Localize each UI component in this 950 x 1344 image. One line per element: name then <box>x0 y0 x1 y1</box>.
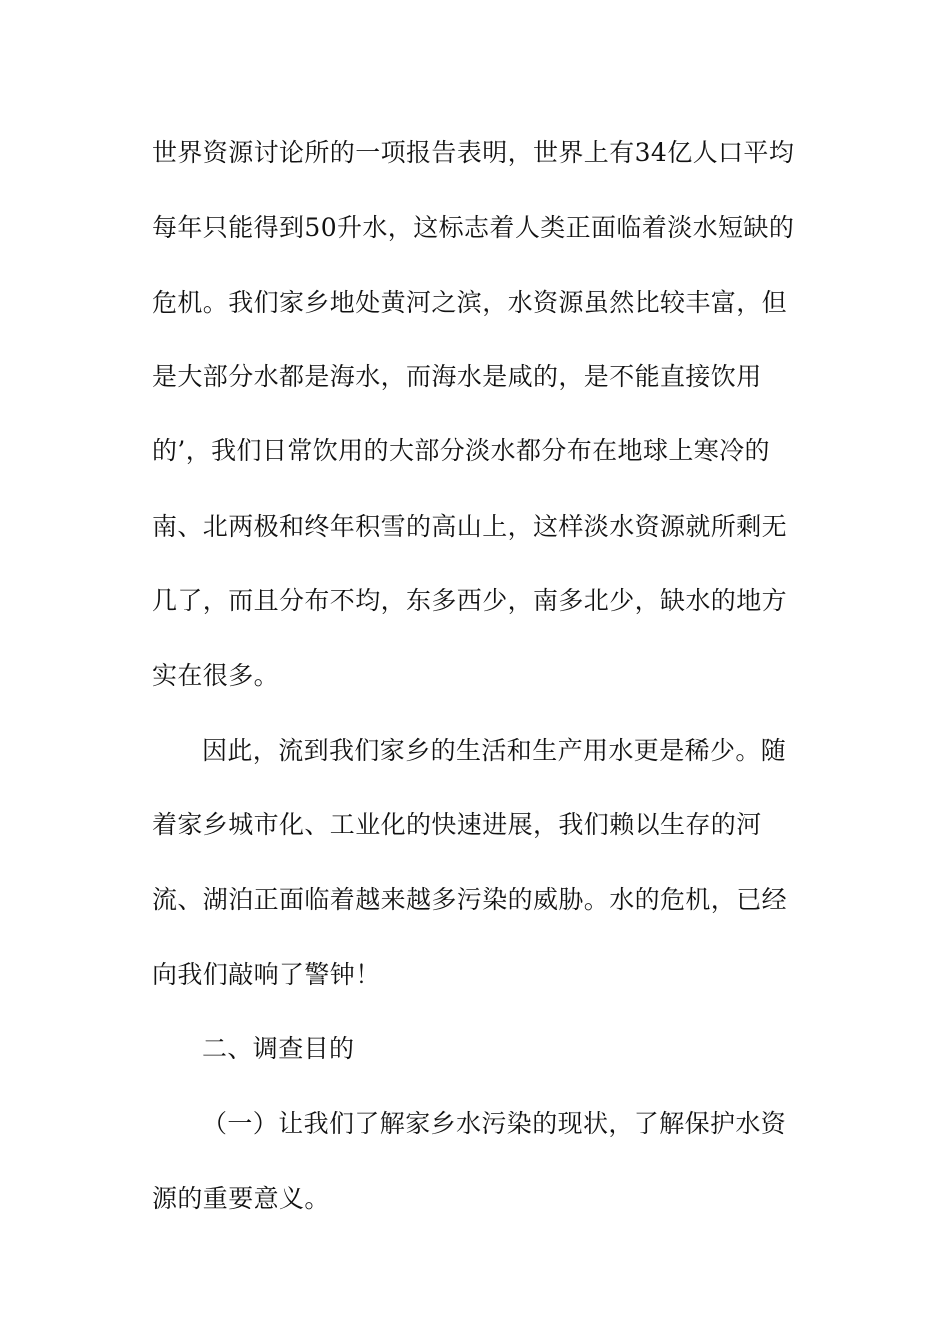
paragraph-3-line-1: （一）让我们了解家乡水污染的现状，了解保护水资 <box>202 1109 787 1138</box>
paragraph-1-line-7: 几了，而且分布不均，东多西少，南多北少，缺水的地方 <box>152 586 788 615</box>
paragraph-1-line-5: 的’，我们日常饮用的大部分淡水都分布在地球上寒冷的 <box>152 436 770 465</box>
paragraph-1-line-1: 世界资源讨论所的一项报告表明，世界上有34亿人口平均 <box>152 138 795 167</box>
paragraph-2-line-2: 着家乡城市化、工业化的快速进展，我们赖以生存的河 <box>152 810 762 839</box>
paragraph-2-line-3: 流、湖泊正面临着越来越多污染的威胁。水的危机，已经 <box>152 885 788 914</box>
paragraph-3-line-2: 源的重要意义。 <box>152 1184 330 1213</box>
paragraph-2-line-1: 因此，流到我们家乡的生活和生产用水更是稀少。随 <box>202 736 787 765</box>
section-heading: 二、调查目的 <box>202 1034 355 1063</box>
paragraph-1-line-3: 危机。我们家乡地处黄河之滨，水资源虽然比较丰富，但 <box>152 288 788 317</box>
paragraph-1-line-6: 南、北两极和终年积雪的高山上，这样淡水资源就所剩无 <box>152 512 788 541</box>
paragraph-1-line-8: 实在很多。 <box>152 661 280 690</box>
paragraph-1-line-2: 每年只能得到50升水，这标志着人类正面临着淡水短缺的 <box>152 213 795 242</box>
paragraph-1-line-4: 是大部分水都是海水，而海水是咸的，是不能直接饮用 <box>152 362 762 391</box>
paragraph-2-line-4: 向我们敲响了警钟！ <box>152 960 381 989</box>
